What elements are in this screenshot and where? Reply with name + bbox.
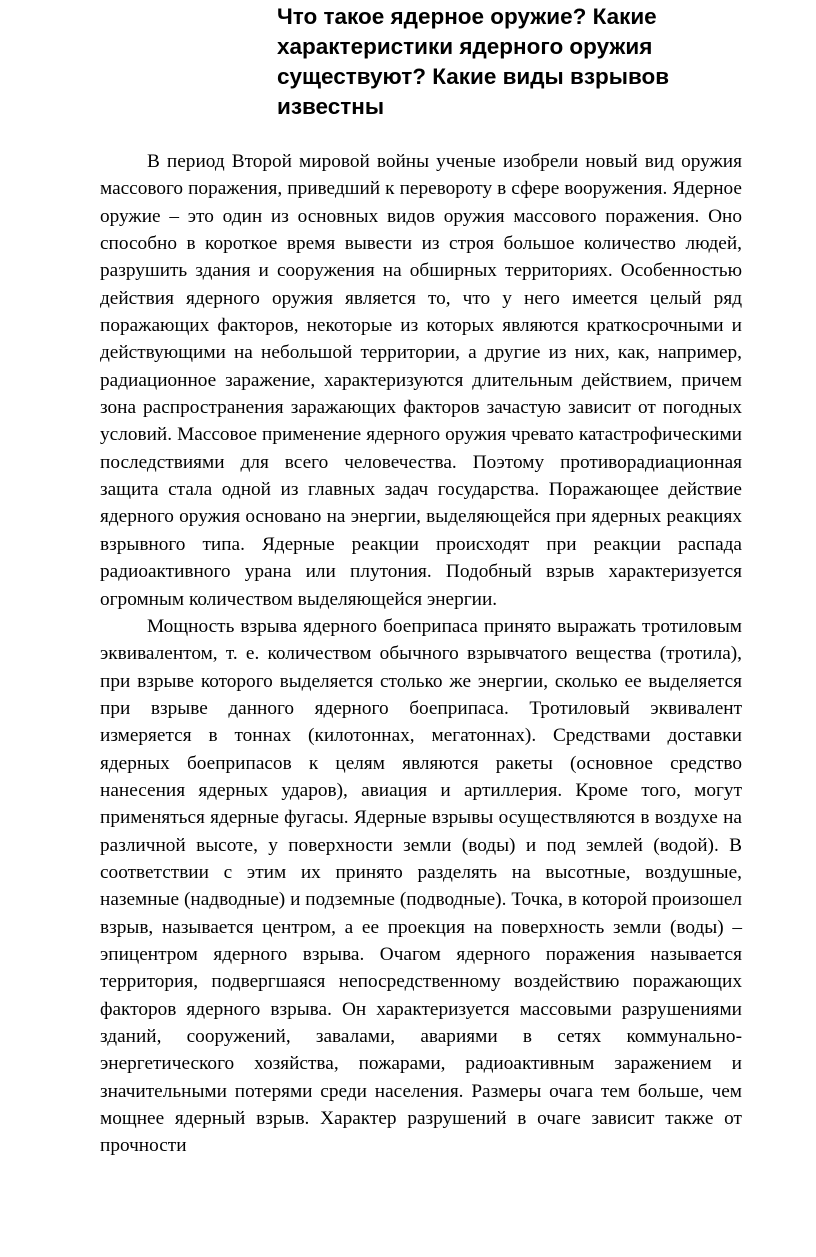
paragraph-2: Мощность взрыва ядерного боеприпаса принято выражать тротиловым эквивалентом, т. е. количеством обычного взрывчатого вещества (тротила), при взрыве которого выделяется столько же энергии, сколько ее выделяется при взрыве данного ядерного боеприпаса. Тротиловый эквивалент измеряется в тоннах (килотоннах, мегатоннах). Средствами доставки ядерных боеприпасов к целям являются ракеты (основное средство нанесения ядерных ударов), авиация и артиллерия. Кроме того, могут применяться ядерные фугасы. Ядерные взрывы осуществляются в воздухе на различной высоте, у поверхности земли (воды) и под землей (водой). В соответствии с этим их принято разделять на высотные, воздушные, наземные (надводные) и подземные (подводные). Точка, в которой произошел взрыв, называется центром, а ее проекция на поверхность земли (воды) – эпицентром ядерного взрыва. Очагом ядерного поражения называется территория, подвергшаяся непосредственному воздействию поражающих факторов ядерного взрыва. Он характеризуется массовыми разрушениями зданий, сооружений, завалами, авариями в сетях коммунально-энергетического хозяйства, пожарами, радиоактивным заражением и значительными потерями среди населения. Размеры очага тем больше, чем мощнее ядерный взрыв. Характер разрушений в очаге зависит также от прочности — [100, 615, 742, 1157]
document-title: Что такое ядерное оружие? Какие характеристики ядерного оружия существуют? Какие виды взрывов известны — [277, 4, 670, 119]
document-body — [100, 148, 742, 1160]
paragraph-1: В период Второй мировой войны ученые изобрели новый вид оружия массового поражения, приведший к перевороту в сфере вооружения. Ядерное оружие – это один из основных видов оружия массового поражения. Оно способно в короткое время вывести из строя большое количество людей, разрушить здания и сооружения на обширных территориях. Особенностью действия ядерного оружия является то, что у него имеется целый ряд поражающих факторов, некоторые из которых являются краткосрочными и действующими на небольшой территории, а другие из них, как, например, радиационное заражение, характеризуются длительным действием, причем зона распространения заражающих факторов зачастую зависит от погодных условий. Массовое применение ядерного оружия чревато катастрофическими последствиями для всего человечества. Поэтому противорадиационная защита стала одной из главных задач государства. Поражающее действие ядерного оружия основано на энергии, выделяющейся при ядерных реакциях взрывного типа. Ядерные реакции происходят при реакции распада радиоактивного урана или плутония. Подобный взрыв характеризуется огромным количеством выделяющейся энергии. — [100, 151, 742, 610]
